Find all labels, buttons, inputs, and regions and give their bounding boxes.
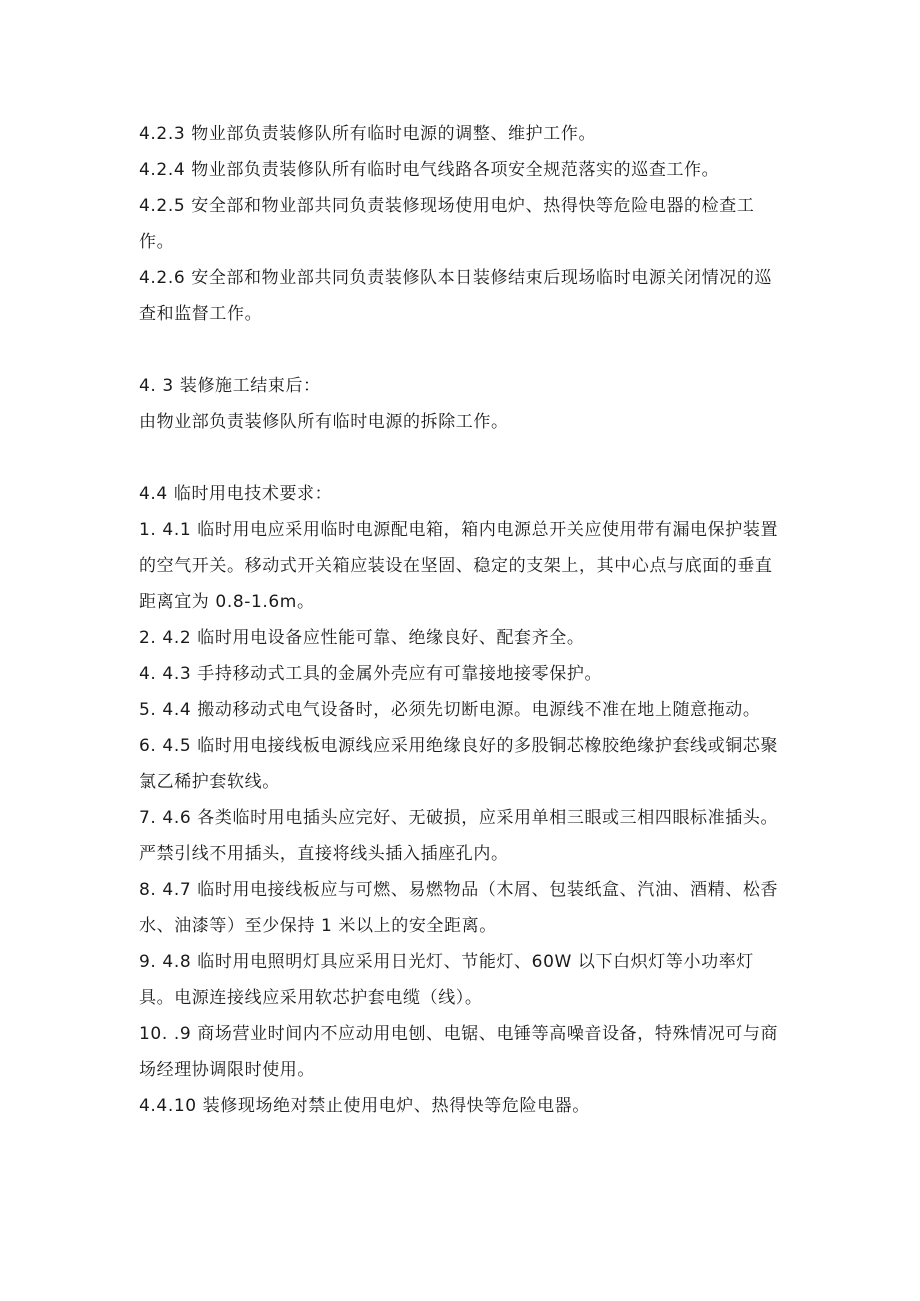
paragraph-4-2-5: 4.2.5 安全部和物业部共同负责装修现场使用电炉、热得快等危险电器的检查工作。: [139, 196, 755, 252]
paragraph-4-2-6: 4.2.6 安全部和物业部共同负责装修队本日装修结束后现场临时电源关闭情况的巡查和监督工作。: [139, 268, 773, 324]
paragraph-4-2-4: 4.2.4 物业部负责装修队所有临时电气线路各项安全规范落实的巡查工作。: [139, 160, 720, 180]
section-spacer: [139, 440, 789, 476]
section-4-4-heading: 4.4 临时用电技术要求：: [139, 484, 333, 504]
list-item: 2. 4.2 临时用电设备应性能可靠、绝缘良好、配套齐全。: [139, 628, 585, 648]
document-body: [139, 116, 789, 1124]
list-item: 8. 4.7 临时用电接线板应与可燃、易燃物品（木屑、包装纸盒、汽油、酒精、松香水、油漆等）至少保持 1 米以上的安全距离。: [139, 880, 779, 936]
list-item: 4. 4.3 手持移动式工具的金属外壳应有可靠接地接零保护。: [139, 664, 603, 684]
list-item: 10. .9 商场营业时间内不应动用电刨、电锯、电锤等高噪音设备，特殊情况可与商场经理协调限时使用。: [139, 1024, 779, 1080]
section-4-3-heading: 4. 3 装修施工结束后：: [139, 376, 321, 396]
section-spacer: [139, 332, 789, 368]
list-item: 4.4.10 装修现场绝对禁止使用电炉、热得快等危险电器。: [139, 1096, 590, 1116]
list-item: 7. 4.6 各类临时用电插头应完好、无破损，应采用单相三眼或三相四眼标准插头。严禁引线不用插头，直接将线头插入插座孔内。: [139, 808, 779, 864]
paragraph-4-2-3: 4.2.3 物业部负责装修队所有临时电源的调整、维护工作。: [139, 124, 597, 144]
section-4-3-body: 由物业部负责装修队所有临时电源的拆除工作。: [139, 412, 509, 432]
list-item: 5. 4.4 搬动移动式电气设备时，必须先切断电源。电源线不准在地上随意拖动。: [139, 700, 761, 720]
list-item: 1. 4.1 临时用电应采用临时电源配电箱，箱内电源总开关应使用带有漏电保护装置的空气开关。移动式开关箱应装设在坚固、稳定的支架上，其中心点与底面的垂直距离宜为 0.8-1.6m。: [139, 520, 779, 612]
list-item: 6. 4.5 临时用电接线板电源线应采用绝缘良好的多股铜芯橡胶绝缘护套线或铜芯聚氯乙稀护套软线。: [139, 736, 779, 792]
list-item: 9. 4.8 临时用电照明灯具应采用日光灯、节能灯、60W 以下白炽灯等小功率灯具。电源连接线应采用软芯护套电缆（线）。: [139, 952, 754, 1008]
